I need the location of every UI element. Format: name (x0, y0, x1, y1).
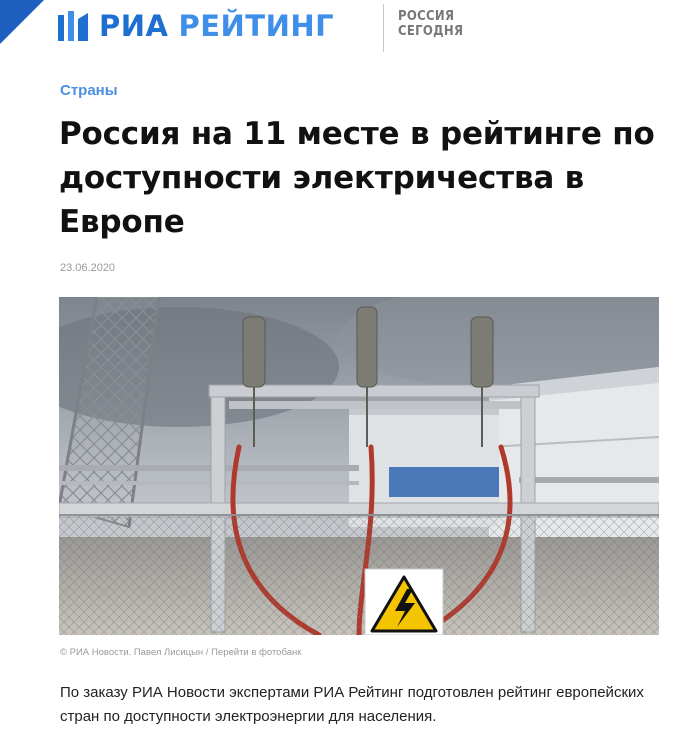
article-lead: По заказу РИА Новости экспертами РИА Рейтинг подготовлен рейтинг европейских стран по доступности электроэнергии для населения. (60, 684, 644, 725)
article-title: Россия на 11 месте в рейтинге по доступности электричества в Европе (59, 116, 655, 240)
caption-separator: / (203, 647, 212, 658)
site-logo[interactable] (56, 6, 334, 46)
ria-logo-icon (56, 9, 90, 43)
logo-rating: РЕЙТИНГ (178, 9, 335, 43)
photo-credit: © РИА Новости. Павел Лисицын (60, 647, 204, 658)
logo-ria: РИА (99, 9, 169, 43)
high-voltage-warning-icon (365, 569, 443, 635)
menu-corner-icon[interactable] (0, 0, 44, 44)
article-photo[interactable] (59, 297, 659, 635)
site-header (0, 0, 699, 52)
substation-illustration (59, 297, 659, 635)
photo-bank-link[interactable]: Перейти в фотобанк (211, 647, 302, 658)
partner-line-2: СЕГОДНЯ (398, 24, 464, 39)
rubric-link[interactable]: Страны (60, 82, 118, 99)
partner-logo[interactable] (398, 9, 463, 39)
logo-wordmark (99, 9, 334, 43)
photo-caption (60, 647, 301, 658)
article-date: 23.06.2020 (60, 262, 116, 274)
partner-line-1: РОССИЯ (398, 9, 455, 24)
header-divider (383, 4, 384, 52)
